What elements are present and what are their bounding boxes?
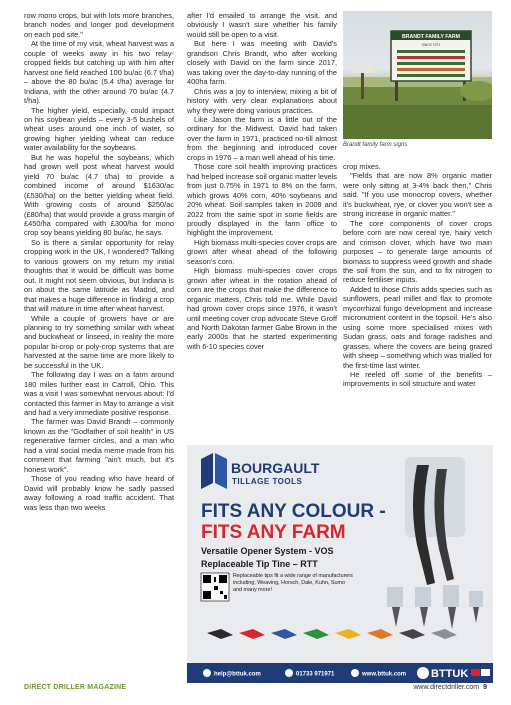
advert-email: help@bttuk.com	[214, 671, 261, 678]
qr-code-icon	[201, 573, 229, 601]
btt-logo-text: BTTUK	[431, 668, 469, 680]
paragraph: High biomass multi-species cover crops grown after wheat in the rotation ahead of corn are the crops that make the difference to organic matters, Chris told me. While David had grown cover crops since 1976, it wasn't until meeting cover crop advocate Steve Groff and North Dakotan farmer Gabe Brown in the early 2000s that he started experimenting with 6-10 species cover	[187, 266, 337, 351]
globe-icon	[351, 669, 359, 677]
sign-subtitle: SINCE 1971	[421, 43, 441, 47]
advert-phone: 01733 971971	[296, 671, 335, 678]
farm-sign-photo	[343, 11, 492, 139]
paragraph: Added to those Chris adds species such as sunflowers, pearl millet and flax to promote mycorrhizal fungo development and increase micronutrient content in the topsoil. He's also using some more specialised mixes with Sudan grass, oats and forage radishes and grasses, where the covers are being grazed with sheep – something which was trialled for the first-time last winter.	[343, 284, 492, 370]
paragraph: row mono crops, but with lots more branches, branch nodes and longer pod development on each pod site."	[24, 11, 174, 39]
footer-right	[413, 684, 487, 691]
paragraph: But here I was meeting with David's grandson Chris Brandt, who after working closely with David on the farm since 2017, was taking over the day-to-day running of the 400ha farm.	[187, 39, 337, 87]
email-icon	[203, 669, 211, 677]
paragraph: crop mixes.	[343, 162, 381, 171]
replaceable-tips-row	[207, 629, 457, 639]
headline-line-1: FITS ANY COLOUR -	[201, 501, 386, 522]
paragraph: Like Jason the farm is a little out of the ordinary for the Midwest. David had taken over the farm in 1971, practiced no-till almost from the beginning and introduced cover crops in 1976 – a man well ahead of his time.	[187, 114, 337, 162]
advert-website: www.bttuk.com	[362, 671, 407, 678]
btt-logo-icon	[417, 667, 429, 679]
paragraph: The higher yield, especially, could impact on his soybean yields – every 3-5 bushels of wheat uses around one inch of water, so growing higher yielding wheat can reduce water availability for the soybeans.	[24, 105, 174, 153]
brand-name: BOURGAULT	[231, 460, 320, 476]
paragraph: So is there a similar opportunity for relay cropping work in the UK, I wondered? Talking to various growers on my return my initial thoughts that it would be difficult was borne out. It might not seem obvious, but Indiana is on about the same latitude as Madrid, and that makes a huge difference in finding a crop that will mature in time after wheat harvest.	[24, 237, 174, 314]
paragraph: At the time of my visit, wheat harvest was a couple of weeks away in his two relay-cropped fields but catching up with him after harvest one field reached 100 bu/ac (6.7 t/ha) – above the 80 bu/ac (5.4 t/ha) average for Indiana, with the other around 70 bu/ac (4.7 t/ha).	[24, 39, 174, 106]
uk-flag-icon	[471, 669, 480, 676]
article-column-2	[187, 11, 337, 351]
canada-flag-icon	[481, 669, 490, 676]
page-number: 9	[483, 684, 487, 691]
brand-tagline: TILLAGE TOOLS	[232, 477, 303, 486]
paragraph: But he was hopeful the soybeans, which had grown well post wheat harvest would yield 70 bu/ac (4.7 t/ha) to provide a combined income of around $1630/ac (£530/ha) on the better yielding wheat field. With growing costs of around $250/ac (£80/ha) that would provide a gross margin of £450/ha compared with £300/ha for mono crop soy beans yielding 80 bu/ac, he says.	[24, 152, 174, 238]
product-name-2: Replaceable Tip Tine – RTT	[201, 559, 318, 569]
paragraph: The farmer was David Brandt – commonly known as the "Godfather of soil health" in US regenerative farmer circles, and a man who had a viral social media meme made from his comment that farming "ain't much, but it's honest work".	[24, 417, 174, 474]
product-name-1: Versatile Opener System - VOS	[201, 546, 334, 556]
article-column-3	[343, 162, 492, 389]
advert-body-text: Replaceable tips fit a wide range of manufacturers including; Weaving, Horsch, Dale, Kuhn, Sumo and many more!	[233, 573, 353, 593]
photo-caption: Brandt family farm signs	[343, 142, 408, 148]
advert-artwork	[187, 445, 493, 683]
bourgault-logo-icon	[201, 453, 213, 489]
farm-sign-illustration	[343, 11, 492, 139]
paragraph: The following day I was on a farm around 180 miles further east in Carroll, Ohio. This was a visit I was somewhat nervous about: I'd contacted this farmer in May to arrange a visit and had a very immediate positive response.	[24, 370, 174, 418]
bourgault-advert	[187, 445, 493, 683]
magazine-name: DIRECT DRILLER MAGAZINE	[24, 684, 127, 691]
website-url: www.directdriller.com	[413, 684, 480, 691]
paragraph: While a couple of growers have or are planning to try something similar with wheat and buckwheat or linseed, in reality the more popular bi-crop or poly-crop systems that are harvested at the same time are more likely to be successful in the UK.	[24, 313, 174, 370]
seed-drill-tines-image	[387, 457, 483, 629]
headline-line-2: FITS ANY FARM	[201, 522, 346, 543]
phone-icon	[285, 669, 293, 677]
sign-title: BRANDT FAMILY FARM	[402, 34, 460, 40]
paragraph: High biomass multi-species cover crops are grown after wheat ahead of the following season's corn.	[187, 237, 337, 266]
paragraph: "Fields that are now 8% organic matter were only sitting at 3-4% back then," Chris said. "If you use monocrop covers, whether it's buckwheat, rye, or clover you won't see a strong increase in organic matter."	[343, 171, 492, 219]
paragraph: Those core soil health improving practices had helped increase soil organic matter levels from just 0.75% in 1971 to 8% on the farm, which grows 40% corn, 40% soybeans and 20% wheat. Soil samples taken in 2009 and 2022 from the same spot in some fields are proudly displayed in the farm office to highlight the improvement.	[187, 162, 337, 238]
paragraph: Chris was a joy to interview, mixing a bit of history with very clear explanations about why they were doing various practices.	[187, 86, 337, 115]
paragraph: Those of you reading who have heard of David will probably know he sadly passed away following a road traffic accident. That was less than two weeks	[24, 474, 174, 512]
article-column-1	[24, 11, 174, 512]
paragraph: He reeled off some of the benefits – improvements in soil structure and water	[343, 369, 492, 389]
paragraph: The core components of cover crops before corn are now cereal rye, hairy vetch and crimson clover, which have two main purposes – to generate large amounts of biomass to suppress weed growth and shade the soil from the sun, and to fix nitrogen to reduce fertiliser inputs.	[343, 218, 492, 285]
paragraph: after I'd emailed to arrange the visit, and obviously I wasn't sure whether his family would still be open to a visit.	[187, 11, 337, 39]
